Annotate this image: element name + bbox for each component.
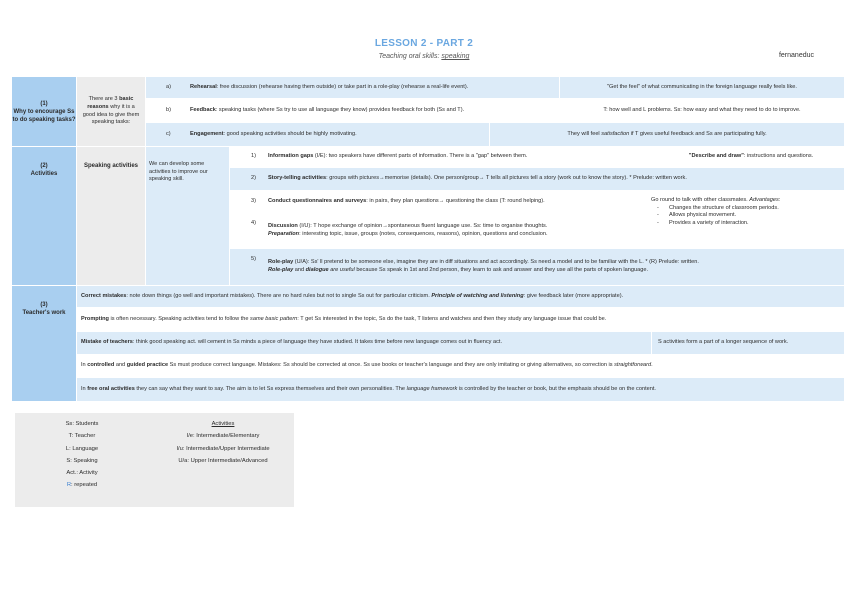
- teacher-mistake: Mistake of teachers: think good speaking act. will cement in Ss minds a piece of language they have studied. It takes time before new language comes out in fluency act.: [77, 332, 651, 354]
- legend-left: Ss: Students T: Teacher L: Language S: Speaking Act.: Activity R: repeated: [65, 421, 99, 489]
- abbreviations-legend: [15, 413, 294, 507]
- section1-label: (1) Why to encourage Ss to do speaking tasks?: [12, 77, 76, 146]
- reason-feedback-note: T: how well and L problems. Ss: how easy and what they need to do to improve.: [560, 99, 844, 122]
- activity-story-telling: 2) Story-telling activities: groups with pictures→memorise (details). One person/group→ T tells all pictures tell a story (work out to know the story). * Prelude: written work.: [230, 168, 844, 190]
- reason-rehearsal-note: "Get the feel" of what communicating in the foreign language really feels like.: [560, 77, 844, 98]
- teacher-correct-mistakes: Correct mistakes: note down things (go well and important mistakes). There are no hard rules but not to single Ss out for particular criticism. Principle of watching and listening: give feedback later (more appropriate).: [77, 286, 844, 307]
- section3-label: (3) Teacher's work: [12, 286, 76, 401]
- legend-activities: Activities I/e: Intermediate/Elementary I/u: Intermediate/Upper Intermediate U/a: Upper Intermediate/Advanced: [176, 421, 270, 464]
- section2-label: (2) Activities: [12, 147, 76, 285]
- author-name: fernaneduc: [778, 52, 814, 59]
- activity-information-gaps-note: "Describe and draw": instructions and questions.: [658, 147, 844, 167]
- page-subtitle: Teaching oral skills: speaking: [378, 53, 470, 60]
- activity-role-play: 5) Role-play (U/A): Ss' ll pretend to be someone else, imagine they are in diff situations and act accordingly. Ss need a model and to be familiar with the L. * (R) Prelude: written. Role-play and dialogue are useful because Ss speak in 1st and 2nd person, they learn to ask and answer and they use all the parts of spoken language.: [230, 249, 844, 285]
- questionnaire-advantages: Go round to talk with other classmates. Advantages: - Changes the structure of classroom periods. - Allows physical movement. - Provides a variety of interaction.: [643, 191, 844, 248]
- subtitle-topic: speaking: [441, 53, 470, 60]
- teacher-free-oral: In free oral activities they can say what they want to say. The aim is to let Ss express themselves and their own personalities. The language framework is controlled by the teacher or book, but the emphasis should be on the content.: [77, 378, 844, 401]
- activity-information-gaps: 1) Information gaps (I/E): two speakers have different parts of information. There is a "gap" between them.: [230, 147, 657, 167]
- teacher-prompting: Prompting is often necessary. Speaking activities tend to follow the same basic pattern: T get Ss interested in the topic, Ss do the task, T listens and watches and then they study any language issue that could be.: [77, 308, 844, 331]
- advantage-item: - Provides a variety of interaction.: [669, 220, 840, 228]
- activity-discussion: 4) Discussion (I/U): T hope exchange of opinion→spontaneous fluent language use. Ss: time to organise thoughts. Preparation: interesting topic, issue, groups (notes, consequences, reasons), opinion, questions and conclusion.: [230, 214, 642, 248]
- page-title: LESSON 2 - PART 2: [374, 38, 474, 49]
- teacher-mistake-note: S activities form a part of a longer sequence of work.: [652, 332, 844, 354]
- reason-engagement-note: They will feel satisfaction if T gives useful feedback and Ss are participating fully.: [490, 123, 844, 146]
- advantage-item: - Allows physical movement.: [669, 212, 840, 220]
- section1-intro: There are 3 basic reasons why it is a good idea to give them speaking tasks:: [77, 77, 145, 146]
- reason-engagement: c) Engagement: good speaking activities should be highly motivating.: [146, 123, 489, 146]
- teacher-controlled-practice: In controlled and guided practice Ss must produce correct language. Mistakes: Ss should be corrected at once. Ss use books or teacher's language and they are only imitating or giving alternatives, so correction is straightforward.: [77, 355, 844, 377]
- reason-feedback: b) Feedback: speaking tasks (where Ss try to use all language they know) provides feedback for both (Ss and T).: [146, 99, 559, 122]
- reason-rehearsal: a) Rehearsal: free discussion (rehearse having them outside) or take part in a role-play (rehearse a real-life event).: [146, 77, 559, 98]
- section2-intro: We can develop some activities to improve our speaking skill.: [146, 147, 229, 285]
- speaking-activities-label: Speaking activities: [77, 147, 145, 285]
- advantage-item: - Changes the structure of classroom periods.: [669, 205, 840, 213]
- activity-questionnaires: 3) Conduct questionnaires and surveys: in pairs, they plan questions→ questioning the class (T: round helping).: [230, 191, 642, 213]
